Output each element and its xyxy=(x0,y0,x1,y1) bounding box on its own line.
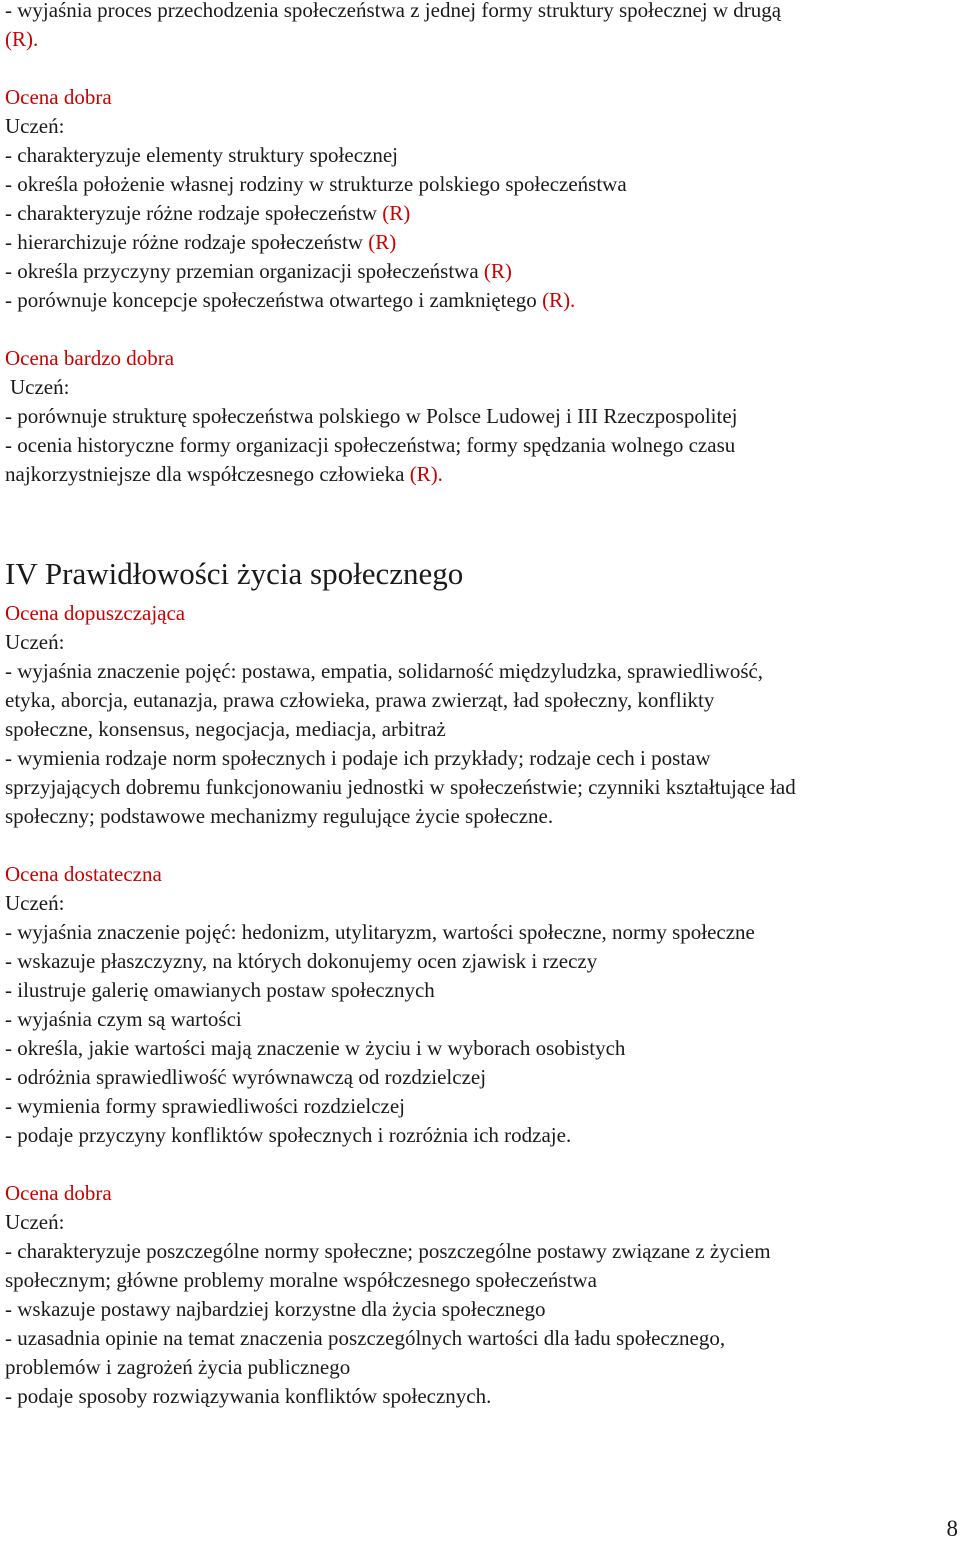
requirement-line: - wyjaśnia czym są wartości xyxy=(5,1007,242,1031)
student-label: Uczeń: xyxy=(5,891,65,915)
requirement-line: - wskazuje postawy najbardziej korzystne dla życia społecznego xyxy=(5,1297,546,1321)
requirement-text: najkorzystniejsze dla współczesnego człowieka xyxy=(5,462,405,486)
grade-heading: Ocena bardzo dobra xyxy=(5,346,175,370)
document-page xyxy=(5,0,958,1411)
grade-heading: Ocena dostateczna xyxy=(5,862,162,886)
requirement-line: - wyjaśnia znaczenie pojęć: hedonizm, utylitaryzm, wartości społeczne, normy społeczne xyxy=(5,920,755,944)
requirement-line xyxy=(5,199,958,228)
student-label: Uczeń: xyxy=(10,375,70,399)
revised-marker: (R) xyxy=(382,201,411,225)
requirement-line: - wyjaśnia proces przechodzenia społeczeństwa z jednej formy struktury społecznej w drugą xyxy=(5,0,782,22)
page-number: 8 xyxy=(946,1516,958,1541)
student-label: Uczeń: xyxy=(5,630,65,654)
grade-block-dobra-1 xyxy=(5,83,958,315)
requirement-line xyxy=(5,228,958,257)
requirement-line: - wymienia formy sprawiedliwości rozdzielczej xyxy=(5,1094,406,1118)
revised-marker: (R). xyxy=(5,27,39,51)
spacer xyxy=(5,54,958,83)
requirement-text: - hierarchizuje różne rodzaje społeczeństw xyxy=(5,230,363,254)
grade-block-dobra-2 xyxy=(5,1179,958,1411)
student-label: Uczeń: xyxy=(5,114,65,138)
grade-block-dostateczna xyxy=(5,860,958,1150)
grade-heading: Ocena dopuszczająca xyxy=(5,601,186,625)
requirement-line: - porównuje strukturę społeczeństwa polskiego w Polsce Ludowej i III Rzeczpospolitej xyxy=(5,404,738,428)
requirement-line: - ilustruje galerię omawianych postaw społecznych xyxy=(5,978,435,1002)
grade-heading: Ocena dobra xyxy=(5,1181,112,1205)
requirement-line: etyka, aborcja, eutanazja, prawa człowieka, prawa zwierząt, ład społeczny, konflikty xyxy=(5,688,715,712)
requirement-text: - charakteryzuje różne rodzaje społeczeństw xyxy=(5,201,377,225)
requirement-line: problemów i zagrożeń życia publicznego xyxy=(5,1355,351,1379)
requirement-text: - porównuje koncepcje społeczeństwa otwartego i zamkniętego xyxy=(5,288,537,312)
continuation-block xyxy=(5,0,958,54)
requirement-line: - podaje sposoby rozwiązywania konfliktów społecznych. xyxy=(5,1384,492,1408)
spacer xyxy=(5,1150,958,1179)
requirement-line: - wyjaśnia znaczenie pojęć: postawa, empatia, solidarność międzyludzka, sprawiedliwość, xyxy=(5,659,764,683)
requirement-line: społeczny; podstawowe mechanizmy regulujące życie społeczne. xyxy=(5,804,554,828)
spacer xyxy=(5,831,958,860)
requirement-line: - odróżnia sprawiedliwość wyrównawczą od rozdzielczej xyxy=(5,1065,487,1089)
requirement-line: sprzyjających dobremu funkcjonowaniu jednostki w społeczeństwie; czynniki kształtujące ład xyxy=(5,775,796,799)
revised-marker: (R). xyxy=(409,462,443,486)
student-label: Uczeń: xyxy=(5,1210,65,1234)
requirement-text: - określa przyczyny przemian organizacji społeczeństwa xyxy=(5,259,479,283)
requirement-line xyxy=(5,257,958,286)
requirement-line: - podaje przyczyny konfliktów społecznych i rozróżnia ich rodzaje. xyxy=(5,1123,572,1147)
requirement-line xyxy=(5,286,958,315)
section-title: IV Prawidłowości życia społecznego xyxy=(5,556,464,591)
requirement-line: - charakteryzuje elementy struktury społecznej xyxy=(5,143,398,167)
requirement-line xyxy=(5,460,958,489)
requirement-line: - charakteryzuje poszczególne normy społeczne; poszczególne postawy związane z życiem xyxy=(5,1239,771,1263)
spacer xyxy=(5,315,958,344)
requirement-line: - wymienia rodzaje norm społecznych i podaje ich przykłady; rodzaje cech i postaw xyxy=(5,746,711,770)
spacer xyxy=(5,489,958,540)
grade-heading: Ocena dobra xyxy=(5,85,112,109)
revised-marker: (R) xyxy=(368,230,397,254)
grade-block-dopuszczajaca xyxy=(5,599,958,831)
requirement-line: - określa położenie własnej rodziny w strukturze polskiego społeczeństwa xyxy=(5,172,627,196)
revised-marker: (R). xyxy=(542,288,576,312)
requirement-line: - wskazuje płaszczyzny, na których dokonujemy ocen zjawisk i rzeczy xyxy=(5,949,598,973)
requirement-line: społeczne, konsensus, negocjacja, mediacja, arbitraż xyxy=(5,717,446,741)
requirement-line: społecznym; główne problemy moralne współczesnego społeczeństwa xyxy=(5,1268,597,1292)
grade-block-bardzo-dobra xyxy=(5,344,958,489)
revised-marker: (R) xyxy=(483,259,512,283)
requirement-line: - określa, jakie wartości mają znaczenie w życiu i w wyborach osobistych xyxy=(5,1036,626,1060)
requirement-line: - uzasadnia opinie na temat znaczenia poszczególnych wartości dla ładu społecznego, xyxy=(5,1326,726,1350)
requirement-line: - ocenia historyczne formy organizacji społeczeństwa; formy spędzania wolnego czasu xyxy=(5,433,736,457)
